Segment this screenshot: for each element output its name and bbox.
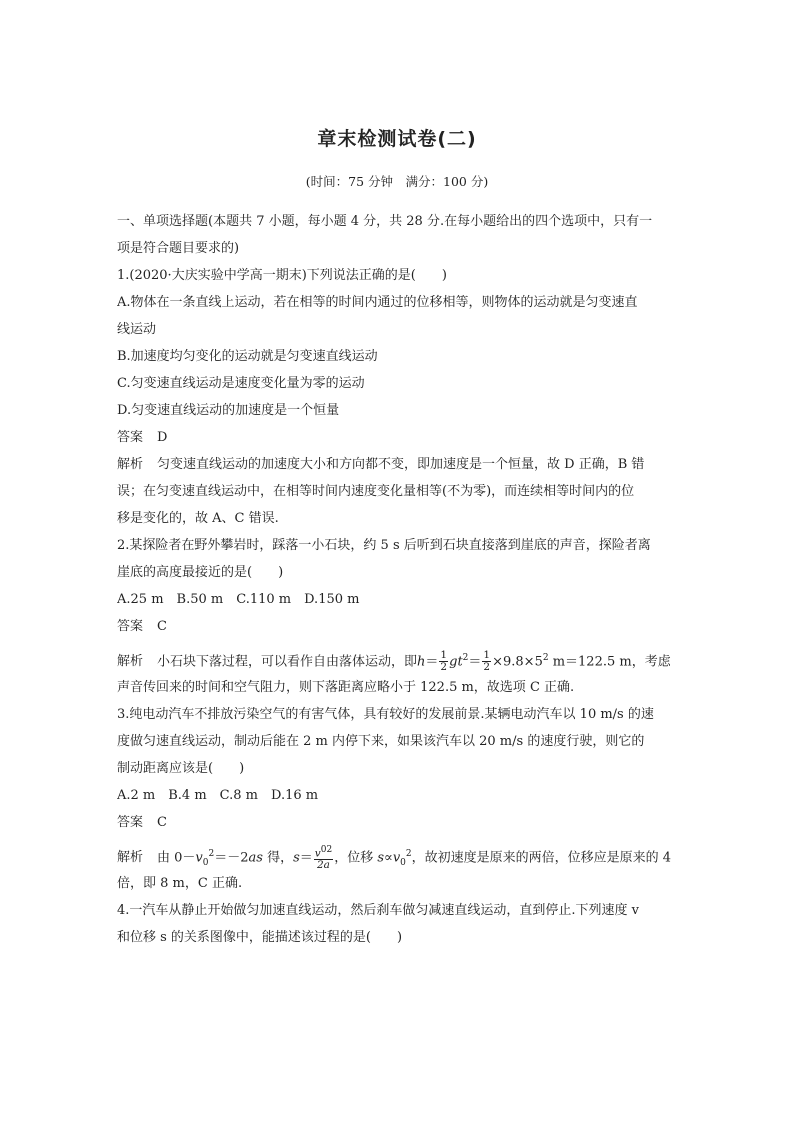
q2-analysis-line2: 声音传回来的时间和空气阻力，则下落距离应略小于 122.5 m，故选项 C 正确. xyxy=(117,680,575,695)
formula-var-v: v xyxy=(314,847,321,860)
q1-stem: 1.(2020·大庆实验中学高一期末)下列说法正确的是( ) xyxy=(117,268,447,283)
formula-exponent: 0 xyxy=(320,844,327,855)
fraction-one-half xyxy=(482,650,491,673)
fraction-numerator: 1 xyxy=(440,649,448,662)
q1-analysis-line2: 误；在匀变速直线运动中，在相等时间内速度变化量相等(不为零)，而连续相等时间内的位 xyxy=(117,484,635,499)
q1-option-b: B.加速度均匀变化的运动就是匀变速直线运动 xyxy=(117,349,378,364)
answer-label: 答案 xyxy=(117,430,144,445)
q4-stem-line2: 和位移 s 的关系图像中，能描述该过程的是( ) xyxy=(117,930,403,945)
fraction-denominator: 2 xyxy=(440,661,448,674)
formula-var-t: t xyxy=(457,654,463,670)
formula-var-2a: 2a xyxy=(317,859,330,872)
formula-exponent: 2 xyxy=(208,849,215,859)
formula-eq: ＝－2 xyxy=(214,850,249,866)
q1-option-c: C.匀变速直线运动是速度变化量为零的运动 xyxy=(117,376,365,391)
q2-stem-line2: 崖底的高度最接近的是( ) xyxy=(117,565,284,580)
answer-label: 答案 xyxy=(117,815,144,830)
fraction-denominator xyxy=(314,860,333,871)
analysis-text: 得， xyxy=(262,850,294,866)
fraction-numerator xyxy=(314,845,333,861)
formula-exponent: 2 xyxy=(326,844,333,855)
fraction-v0-squared-over-2a xyxy=(314,845,333,872)
q3-options: A.2 m B.4 m C.8 m D.16 m xyxy=(117,788,319,803)
formula-eq: ＝ xyxy=(468,654,482,670)
analysis-label: 解析 xyxy=(117,654,144,670)
formula-var-as: as xyxy=(248,850,263,866)
fraction-denominator: 2 xyxy=(483,661,491,674)
q3-answer xyxy=(117,813,679,840)
formula-var-s: s xyxy=(293,850,300,866)
q1-option-a-line1: A.物体在一条直线上运动，若在相等的时间内通过的位移相等，则物体的运动就是匀变速直 xyxy=(117,295,638,310)
formula-subscript: 0 xyxy=(202,857,209,868)
analysis-label: 解析 xyxy=(117,457,144,472)
exam-content xyxy=(117,212,679,955)
q2-analysis-line1 xyxy=(117,644,679,678)
formula-var-h: h xyxy=(417,654,426,670)
q1-analysis-line3: 移是变化的，故 A、C 错误. xyxy=(117,511,279,526)
q1-analysis-line1 xyxy=(117,455,679,482)
formula-eq: ＝ xyxy=(425,654,439,670)
q2-stem-line1: 2.某探险者在野外攀岩时，踩落一小石块，约 5 s 后听到石块直接落到崖底的声音，探险者离 xyxy=(117,538,651,553)
q1-option-a-line2: 线运动 xyxy=(117,322,157,337)
answer-value: C xyxy=(157,619,167,634)
answer-value: D xyxy=(157,430,168,445)
section-heading-line1: 一、单项选择题(本题共 7 小题，每小题 4 分，共 28 分.在每小题给出的四个选项中，只有一 xyxy=(117,214,653,229)
answer-label: 答案 xyxy=(117,619,144,634)
q3-stem-line2: 度做匀速直线运动，制动后能在 2 m 内停下来，如果该汽车以 20 m/s 的速度行驶，则它的 xyxy=(117,734,645,749)
formula-var-v: v xyxy=(392,850,401,866)
analysis-text: ，故初速度是原来的两倍，位移应是原来的 4 xyxy=(411,850,672,866)
formula-proportional: ∝ xyxy=(384,850,393,866)
q3-analysis-line2: 倍，即 8 m，C 正确. xyxy=(117,876,243,891)
analysis-text: 匀变速直线运动的加速度大小和方向都不变，即加速度是一个恒量，故 D 正确，B 错 xyxy=(157,457,645,472)
fraction-one-half xyxy=(439,650,448,673)
q1-option-d: D.匀变速直线运动的加速度是一个恒量 xyxy=(117,403,340,418)
analysis-text: ，位移 xyxy=(334,850,378,866)
q1-answer xyxy=(117,428,679,455)
q3-stem-line1: 3.纯电动汽车不排放污染空气的有害气体，具有较好的发展前景.某辆电动汽车以 10 m/s 的速 xyxy=(117,707,654,722)
formula-subscript: 0 xyxy=(400,857,406,868)
section-heading-line2: 项是符合题目要求的) xyxy=(117,241,240,256)
formula-var-v: v xyxy=(195,850,203,866)
q2-answer xyxy=(117,617,679,644)
formula-var-s: s xyxy=(377,850,384,866)
formula-exponent: 2 xyxy=(405,849,412,859)
analysis-text: 小石块下落过程，可以看作自由落体运动，即 xyxy=(157,654,418,670)
answer-value: C xyxy=(157,815,167,830)
q2-options: A.25 m B.50 m C.110 m D.150 m xyxy=(117,592,360,607)
analysis-text: m＝122.5 m，考虑 xyxy=(548,654,671,670)
formula-var-g: g xyxy=(449,654,458,670)
q4-stem-line1: 4.一汽车从静止开始做匀加速直线运动，然后刹车做匀减速直线运动，直到停止.下列速度 v xyxy=(117,903,640,918)
fraction-numerator: 1 xyxy=(483,649,491,662)
formula-calc: ×9.8×5 xyxy=(492,654,543,670)
analysis-text: 由 0－ xyxy=(157,850,196,866)
formula-eq: ＝ xyxy=(299,850,313,866)
page-title: 章末检测试卷(二) xyxy=(317,128,477,150)
analysis-label: 解析 xyxy=(117,850,144,866)
formula-exponent: 2 xyxy=(462,653,469,663)
exam-info: (时间：75 分钟 满分：100 分) xyxy=(305,174,489,189)
q3-analysis-line1 xyxy=(117,840,679,874)
q3-stem-line3: 制动距离应该是( ) xyxy=(117,761,245,776)
formula-exponent: 2 xyxy=(542,653,549,663)
